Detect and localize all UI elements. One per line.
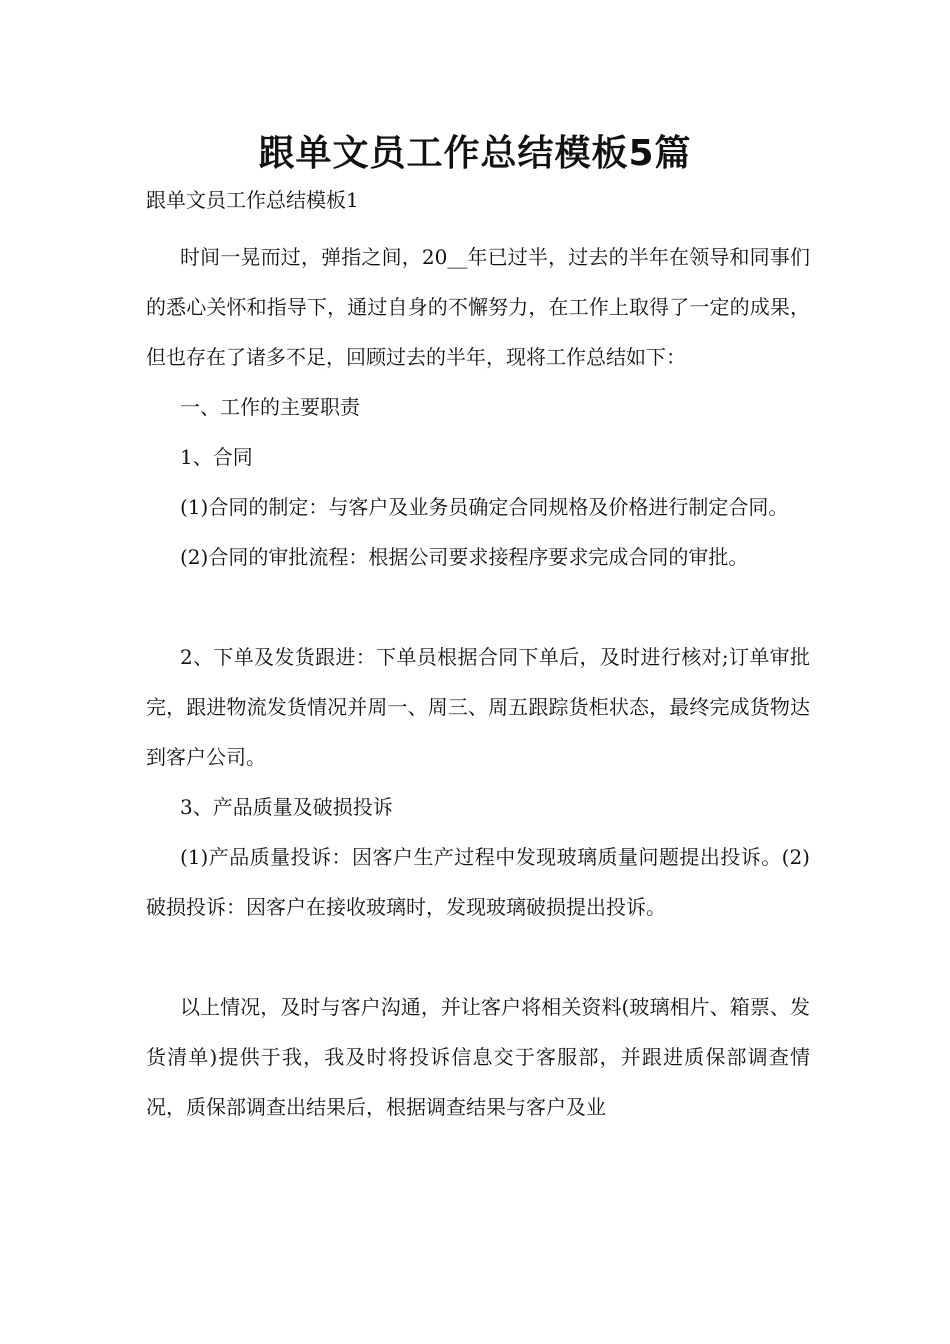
paragraph-order-shipping: 2、下单及发货跟进：下单员根据合同下单后，及时进行核对;订单审批完，跟进物流发货情况并周一、周三、周五跟踪货柜状态，最终完成货物达到客户公司。 [146, 645, 810, 769]
document-body [146, 232, 810, 1132]
paragraph-contract-approval: (2)合同的审批流程：根据公司要求接程序要求完成合同的审批。 [180, 545, 749, 569]
paragraph-intro: 时间一晃而过，弹指之间，20__年已过半，过去的半年在领导和同事们的悉心关怀和指导下，通过自身的不懈努力，在工作上取得了一定的成果，但也存在了诸多不足，回顾过去的半年，现将工作总结如下： [146, 245, 810, 369]
paragraph-complaint-types: (1)产品质量投诉：因客户生产过程中发现玻璃质量问题提出投诉。(2)破损投诉：因客户在接收玻璃时，发现玻璃破损提出投诉。 [146, 845, 810, 919]
heading-contract: 1、合同 [180, 445, 253, 469]
paragraph-contract-making: (1)合同的制定：与客户及业务员确定合同规格及价格进行制定合同。 [180, 495, 789, 519]
paragraph-complaint-handling: 以上情况，及时与客户沟通，并让客户将相关资料(玻璃相片、箱票、发货清单)提供于我，我及时将投诉信息交于客服部，并跟进质保部调查情况，质保部调查出结果后，根据调查结果与客户及业 [146, 995, 810, 1119]
heading-quality-complaints: 3、产品质量及破损投诉 [180, 795, 393, 819]
heading-main-duties: 一、工作的主要职责 [180, 395, 360, 419]
document-title: 跟单文员工作总结模板5篇 [258, 133, 692, 174]
section-subtitle: 跟单文员工作总结模板1 [146, 188, 359, 212]
